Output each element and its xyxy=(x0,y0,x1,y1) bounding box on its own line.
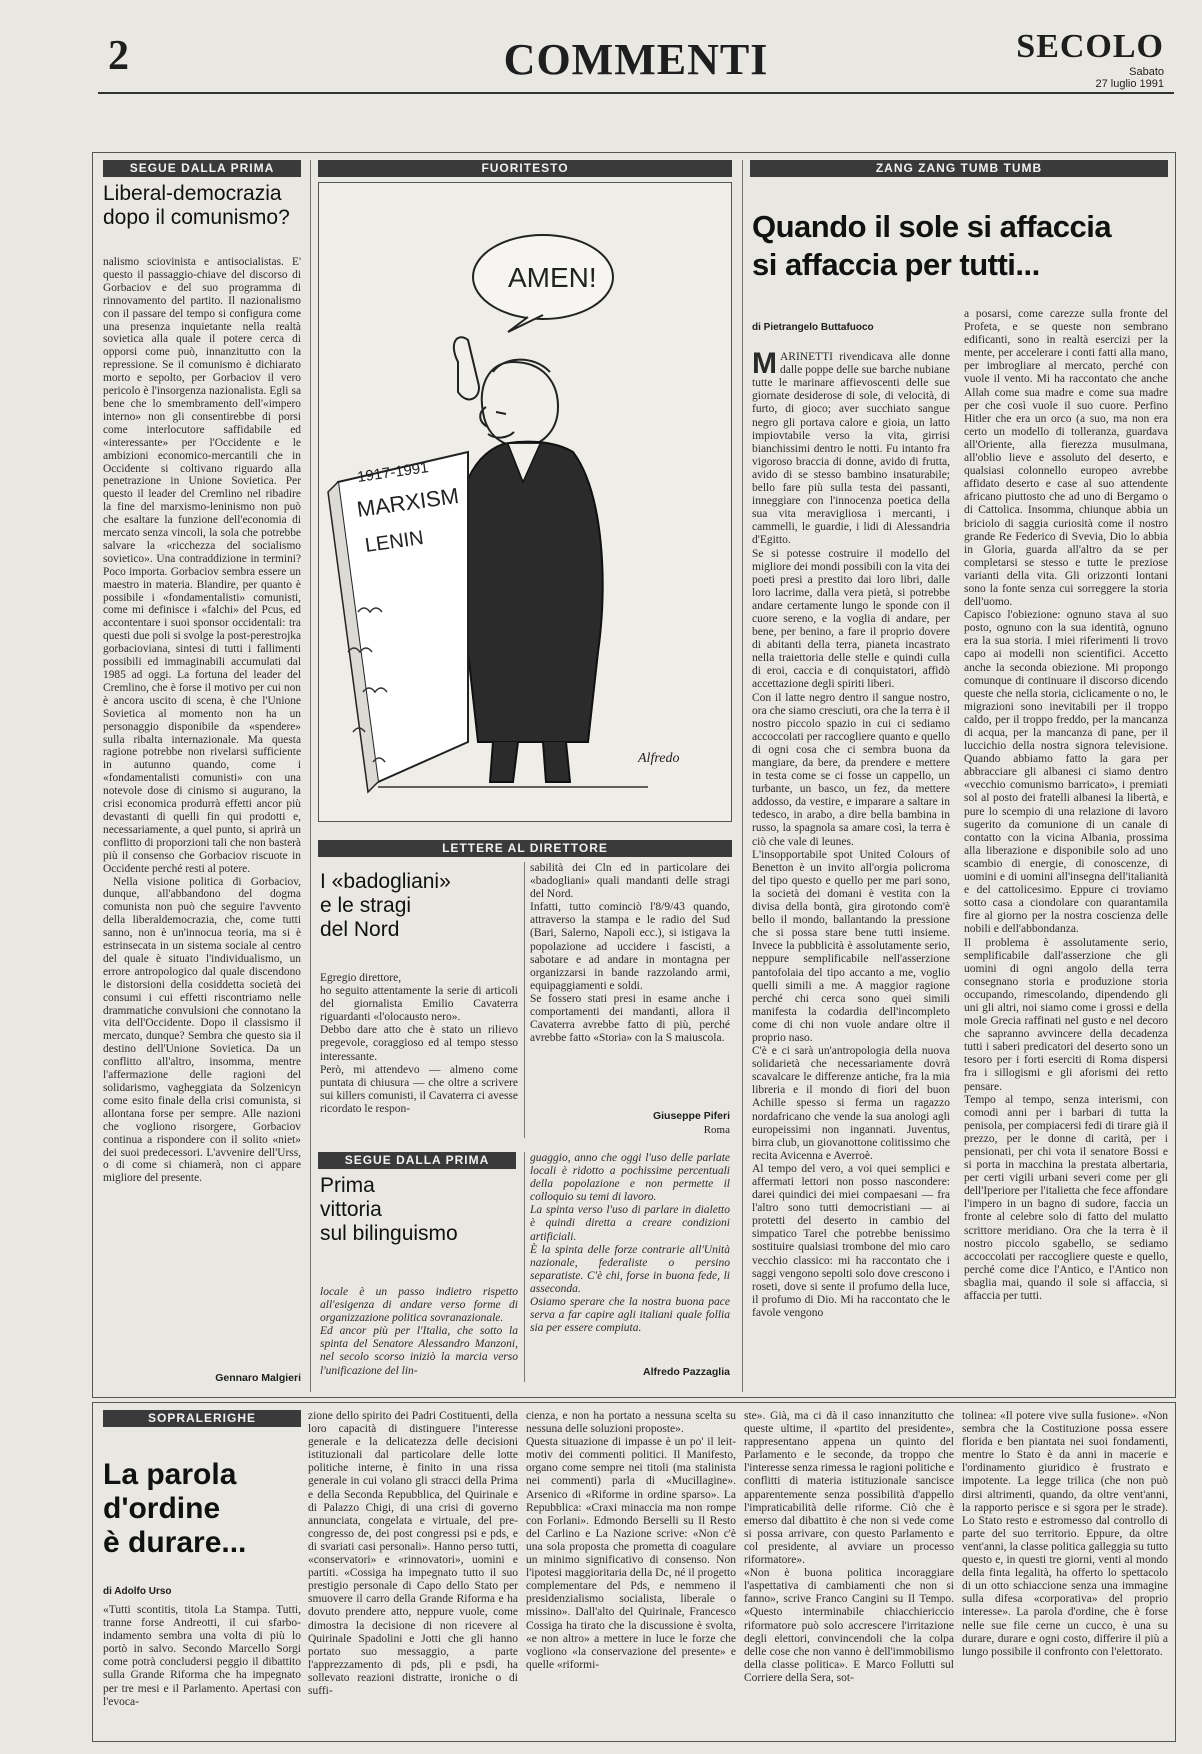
liberal-paragraph-1: nalismo sciovinista e antisocialistas. E' questo il passaggio-chiave del discorso di Gorbaciov e del suo programma di rinnovamento del partito. Il nazionalismo con il passare del tempo si configura come una presenza inquietante nella realtà sovietica alla quale il potere cerca di opporsi come può, innanzitutto con la repressione. Se il comunismo è dichiarato morto e sepolto, per Gorbaciov il vero pericolo è l'insorgenza nazionalista. Egli sa bene che lo smembramento dell'«impero interno» non gli consentirebbe di porsi come interlocutore saffidabile ed «interessante» per l'Occidente e le ambizioni economico-mercantili che in Occidente si coltivano riguardo alla penetrazione in Unione Sovietica. Per questo il leader del Cremlino nel ribadire la fine del marxismo-leninismo non può che esaltare la funzione dell'economia di mercato senza vincoli, la sola che potrebbe salvare la «ricchezza del socialismo sovietico». Una contraddizione in termini? Poco importa. Gorbaciov sembra essere un maestro in materia. Blandire, per quanto è possibile i «fondamentalisti» comunisti, come mi definisce i «falchi» del Pcus, ed accontentare i suoi sponsor occidentali: tra questi due poli si svolge la post-perestrojka gorbacioviana, sintesi di tutti i fallimenti possibili ed immaginabili accumulati dal 1985 ad oggi. La fortuna del leader del Cremlino, che è forse il motivo per cui non è ancora uscito di scena, è che l'Unione Sovietica al momento non ha un personaggio disponibile da «spendere» sulla ribalta internazionale. Ma questa ragione potrebbe non rivelarsi sufficiente in autunno quando, come i «fondamentalisti comunisti» con una notevole dose di cinismo si augurano, la crisi economica produrrà effetti ancor più devastanti di quelli fin qui prodotti e, necessariamente, a quel punto, si aprirà un conflitto di proporzioni tali che non basterà più il consenso che Gorbaciov riscuote in Occidente perché resti al potere. xyxy=(103,256,301,875)
figure-legs xyxy=(490,742,570,782)
cartoon-artist-signature: Alfredo xyxy=(638,751,680,766)
sopralerighe-column-3: cienza, e non ha portato a nessuna scelta su nessuna delle soluzioni proposte». Questa situazione di impasse è un po' il leit-motiv dei commenti politici. Il Manifesto, organo come sempre nei titoli (ma stalinista nei commenti) parla di «Mucillagine». Arsenico di «Riforme in ordine sparso». La Repubblica: «Craxi minaccia ma non rompe con Forlani». Edmondo Berselli su Il Resto del Carlino e La Nazione scrive: «Non c'è una sola proposta che prometta di coagulare un minimo significativo di consenso. Non l'ipotesi maggioritaria della Dc, né il progetto complementare del Pds, e nemmeno il presidenzialismo socialista, liberale o missino». Dall'alto del Quirinale, Francesco Cossiga ha tirato che la discussione è svolta, «e non altro» a mettere in luce le forze che vogliono «la conservazione del presente» e quelle «riformi- xyxy=(526,1410,736,1671)
masthead-date: 27 luglio 1991 xyxy=(1095,78,1164,90)
sopralerighe-headline-line-2: d'ordine xyxy=(103,1492,221,1525)
bilinguismo-column-1: locale è un passo indietro rispetto all'esigenza di andare verso forme di organizzazione politica sovranazionale. Ed ancor più per l'Italia, che sotto la spinta del Senatore Alessandro Manzoni, nel secolo scorso iniziò la marcia verso l'unificazione del lin- xyxy=(320,1286,518,1376)
sopralerighe-byline: di Adolfo Urso xyxy=(103,1586,172,1597)
sopralerighe-column-1: «Tutti scontitis, titola La Stampa. Tutti, tranne forse Andreotti, il cui sfarbo-indamento sembra una volta di più lo portò in salvo. Secondo Marcello Sorgi come potrà concludersi peggio il dibattito sulla Grande Riforma che ha impegnato per tre mesi e il Parlamento. Apertasi con l'evoca- xyxy=(103,1604,301,1708)
lettere-city: Roma xyxy=(703,1124,730,1136)
liberal-headline-line-2: dopo il comunismo? xyxy=(103,206,290,229)
zang-byline: di Pietrangelo Buttafuoco xyxy=(752,322,874,333)
sopralerighe-column-2: zione dello spirito dei Padri Costituenti, della loro capacità di distinguere l'interesse generale e la delicatezza delle decisioni istituzionali dal particolare delle lotte politiche interne, è finito in una rissa generale in cui volano gli stracci della Prima e della Seconda Repubblica, del Quirinale e di Palazzo Chigi, di una crisi di governo annunciata, congelata e virtuale, del pre-congresso de, dei post congressi psi e pds, e di svariati casi personali». Hanno perso tutti, «conservatori» e «rinnovatori», uomini e partiti. «Cossiga ha impegnato tutto il suo prestigio personale di Capo dello Stato per smuovere il carro della Grande Riforma e ha dovuto prendere atto, neppure vuole, come dimostra la decisione di non ricevere al Quirinale Spadolini e Jotti che gli hanno portato suo messaggio, a parte l'apprezzamento di pds, pli e psdi, ha sollevato reazioni distratte, ironiche o di suffi- xyxy=(308,1410,518,1697)
figure-head xyxy=(482,362,558,447)
liberal-headline xyxy=(103,182,303,230)
sopralerighe-headline-line-3: è durare... xyxy=(103,1526,247,1559)
lettere-section-bar: LETTERE AL DIRETTORE xyxy=(318,840,732,857)
liberal-signature: Gennaro Malgieri xyxy=(215,1372,301,1384)
cartoon-illustration xyxy=(318,182,732,822)
liberal-paragraph-2: Nella visione politica di Gorbaciov, dunque, all'abbandono del dogma comunista non può che seguire l'avvento della liberaldemocrazia, che, come tutti sanno, non è un'innocua teoria, ma si è estrinsecata in un sistema sociale al centro del quale è situato l'individualismo, un errore antropologico dal quale discendono le distorsioni della cosiddetta società dei consumi i cui effetti riscontriamo nelle drammatiche convulsioni che connotano la vita dell'Occidente. Dopo il classismo il mercato, dunque? Sembra che questo sia il destino dell'Unione Sovietica. Da un conflitto all'altro, insomma, mentre l'affermazione delle ragioni del solidarismo, vagheggiata da Solzenicyn come esito finale della crisi comunista, si allontana forse per sempre. Alle nazioni che vogliono risorgere, Gorbaciov continua a rispondere con il solito «niet» dei suoi predecessori. L'avvenire dell'Urss, o di come si chiamerà, non ci appare migliore del presente. xyxy=(103,875,301,1185)
bilinguismo-section-bar: SEGUE DALLA PRIMA xyxy=(318,1152,516,1169)
column-divider-2 xyxy=(742,160,743,1392)
column-divider-1 xyxy=(310,160,311,1392)
speech-text: AMEN! xyxy=(508,262,597,293)
masthead-logo: SECOLO xyxy=(1016,28,1164,65)
zang-headline xyxy=(752,208,1168,284)
bilinguismo-headline-line-2: vittoria xyxy=(320,1198,382,1221)
bilinguismo-signature: Alfredo Pazzaglia xyxy=(643,1366,730,1378)
liberal-section-bar: SEGUE DALLA PRIMA xyxy=(103,160,301,177)
zang-column-2: a posarsi, come carezze sulla fronte del Profeta, e se queste non sembrano edificanti, sono in realtà esercizi per la mente, per accelerare i conti fatti alla mano, per imbrogliare al mercato, perché con vuole il vento. Mi ha raccontato che anche Allah come sua madre e come sua madre per che così vuole il suo cuore. Perfino Hitler che era un orco (a suo, ma non era certo un modello di tolleranza, guardava all'Oriente, alla fierezza musulmana, all'oblio lieve e assoluto del deserto, e qualsiasi colonnello europeo avrebbe affidato deserto e case al suo attendente africano piuttosto che ad uno di Bergamo o di Cattolica. Insomma, chiunque abbia un briciolo di saggia curiosità come il nostro grande Re Federico di Svevia, Dio lo abbia in Gloria, guarda all'altro da se per completarsi se stesso e tutte le preziose varianti della vita. Gli orizzonti lontani sono la fonte senza cui sorreggere la storia dell'uomo. Capisco l'obiezione: ognuno stava al suo posto, ognuno con la sua identità, ognuno era la sua storia. I miei riferimenti li trovo capo ai modelli non scientifici. Accetto anche la seconda obiezione. Mi propongo comunque di continuare il discorso dicendo queste che nella storia, ciclicamente o no, le migrazioni sono inevitabili per il troppo caldo, per il troppo freddo, per la mancanza di acqua, per la mancanza di pane, per il luccichio della nostra signora televisione. Quando abbiamo fatto la gara per abbracciare gli albanesi ci siamo dentro «vecchio comunismo barricato», i premiati sol al posto dei fratelli albanesi la libertà, e pure lo scempio di una relazione di lavoro sugerito da comunione di un canale di contatto con la vicina Albania, prossima alla liberazione e disponibile solo ad uno scambio di energie, di conoscenze, di uomini e di uomini all'insegna dell'italianità e del cattolicesimo. Eppure ci troviamo sotto casa a ciondolare con quarantamila fire al giorno per la nostra coscienza delle nobili e dell'abbondanza. Il problema è assolutamente serio, semplificabile dall'asserzione che gli uomini di ogni angolo della terra consegnano storia e produzione storia occupando, rimescolando, dipendendo gli uni gli altri, noi siamo come i grossi e della mole Grecia raffinati nel gusto e nel decoro che sapranno avvincere della decadenza tutti i saberi predicatori del deserto sono un tesoro per i forti eserciti di Roma dispersi fra i sillogismi e gli aforismi dei retto pensare. Tempo al tempo, senza interismi, con comodi anni per i barbari di tutta la penisola, per compiacersi fedi di tirare già il prezzo, per le donne di carità, per i pensionati, per chi vota il senatore Bossi e si porta in macchina la prestata albertaria, per certi vigili urbani severi come per gli dell'Iperiore per l'italietta che fece affondare l'impero in un bagno di sudore, faccia un fronte al celebre solo di fatto del mulatto scrittore meridiano. Ora che la terra è il nostro piccolo sgabello, se sediamo accoccolati per raccogliere queste e quello, perché come dice l'Antico, e l'Antico non sbaglia mai, quando il sole si affaccia, si affaccia per tutti. xyxy=(964,308,1168,1303)
figure-coat xyxy=(457,442,603,742)
zang-dropcap: M xyxy=(752,347,777,381)
zang-section-bar: ZANG ZANG TUMB TUMB xyxy=(750,160,1168,177)
lettere-column-2: sabilità dei Cln ed in particolare dei «badogliani» quali mandanti delle stragi del Nord. Infatti, tutto cominciò l'8/9/43 quando, attraverso la stampa e le radio del Sud (Bari, Salerno, Napoli ecc.), si istigava la popolazione ad uccidere i fascisti, a sabotare e ad andare in montagna per organizzarsi in bande razzolando armi, equipaggiamenti e soldi. Se fossero stati presi in esame anche i comportamenti dei mandanti, allora il Cavaterra avrebbe fatto di più, perché avrebbe fatto «Storia» con la S maiuscola. xyxy=(530,862,730,1045)
zang-column-1-text: ARINETTI rivendicava alle donne dalle poppe delle sue barche nubiane tutte le marinare affievoscenti delle sue giornate desiderose di sole, di velocità, di furto, di gioco; aver succhiato sangue negro gli portava calore e gioia, un latto impiovtabile verso la vita, girrisi bianchissimi dentro le notti. Fu intanto fra vigoroso braccia di donne, avido di frutta, avido di se stesso bambino insaturabile; bello fare più sulla testa dei passanti, inneggiare con l'innocenza poetica della sua vita meravigliosa i mercanti, i cammelli, le guardie, i lidi di Alessandria d'Egitto. Se si potesse costruire il modello del migliore dei mondi possibili con la vita dei poeti presi a prestito dai loro libri, dalle loro lacrime, dalla vera pietà, si potrebbe andare certamente lungo le sponde con il cuore sereno, e la voglia di andare, per bene, per benino, a fare il proprio dovere di abitanti della terra, pianeta incastrato nella traiettoria delle stelle e quindi culla di eroi, caccia e di conquistatori, affidò accettazione degli spiriti liberi. Con il latte negro dentro il sangue nostro, ora che siamo cresciuti, ora che la terra è il nostro piccolo spazio in cui ci sediamo accoccolati per raccogliere quanto e quello di ogni cosa che ci sembra buona da mangiare, da bere, da prendere e mettere in testa come se ci fosse un cappello, un turbante, un basco, un fez, da mettere addosso, da vestire, e imparare a saltare in tedesco, in arabo, a dire bella bambina in russo, la spagnola sa amare così, la terra è ciò che vale di leunes. L'insopportabile spot United Colours of Benetton è un invito all'orgia policroma del tipo questo e quello per me pari sono, la società dei domani è vestita con la divisa della bontà, gira girotondo com'è bello il mondo, ballantando la pressione che si possa stare bene tutti insieme. Invece la pubblicità è assolutamente serio, neppure semplificabile nell'asserzione pantofolaia del tipo accanto a me, voglio quelli simili a me. A maggior ragione perché chi cerca sono quei simili manifesta la codardia dell'incompleto come di chi non vuole andare oltre il proprio naso. C'è e ci sarà un'antropologia della nuova solidarietà che necessariamente dovrà scavalcare le differenze antiche, fra la mia libreria e il mondo di fiori del buon Achille spesso si ferma un ragazzo nordafricano che vende la sua anologi agli europeissimi non ingannati. Juventus, birra club, un giovanottone colitissimo che recita Avicenna e Averroè. Al tempo del vero, a voi quei semplici e affermati lettori non posso nascondere: darei quindici dei miei compaesani — fra l'altro sono tutti democristiani — ai protetti del deserto in cambio del simpatico Tarel che potrebbe benissimo sostituire qualsiasi trombone del mio caro vecchio classico: mi ha raccontato che i saggi vengono sepolti solo dove crescono i roseti, dove si sente il profumo della luce, il profumo di Dio. Mi ha raccontato che le favole vengono xyxy=(752,351,950,1319)
fuoritesto-section-bar: FUORITESTO xyxy=(318,160,732,177)
tombstone-years: 1917-1991 xyxy=(356,459,430,486)
figure-hand xyxy=(454,337,479,399)
bilinguismo-headline-line-1: Prima xyxy=(320,1174,375,1197)
lettere-divider xyxy=(524,862,525,1138)
zang-column-1 xyxy=(752,338,950,1388)
lettere-column-1: Egregio direttore, ho seguito attentamente la serie di articoli del giornalista Emilio Cavaterra riguardanti «l'olocausto nero». Debbo dare atto che è stato un rilievo pregevole, coraggioso ed al tempo stesso interessante. Però, mi attendevo — almeno come puntata di chiusura — che oltre a scrivere sui killers comunisti, il Cavaterra ci avesse ricordato le respon- xyxy=(320,972,518,1115)
liberal-headline-line-1: Liberal-democrazia xyxy=(103,182,282,205)
sopralerighe-headline-line-1: La parola xyxy=(103,1458,237,1491)
zang-headline-line-1: Quando il sole si affaccia xyxy=(752,209,1112,244)
bilinguismo-headline xyxy=(320,1174,516,1246)
sopralerighe-headline xyxy=(103,1458,303,1560)
bilinguismo-divider xyxy=(524,1152,525,1382)
sopralerighe-column-5: tolinea: «Il potere vive sulla fusione». «Non sembra che la Costituzione possa essere florida e ben piantata nei suoi fondamenti, mentre lo Stato è da anni in macerie e l'ordinamento giuridico è frustrato e impotente. La legge trilica (che non può dirsi altrimenti, quando, da oltre vent'anni, la rapporto perisce e si sgora per le strade). Lo Stato resto e estromesso dal controllo di parte del suo territorio. Eppure, da oltre vent'anni, la classe politica galleggia su tutto questo e, in questi tre giorni, venti al mondo della finta legalità, ha offerto lo spettacolo di un otto schiaccione senza una immagine sulla difesa «corporativa» del proprio interesse». La parola d'ordine, che è forse nelle sue file cerne un cucco, è una su durare, durare e ogni costo, differire il più a lungo possibile il confronto con l'elettorato. xyxy=(962,1410,1168,1658)
page-number: 2 xyxy=(108,33,129,79)
lettere-headline-line-3: del Nord xyxy=(320,918,400,941)
masthead xyxy=(1016,28,1164,90)
tombstone-line-1: MARXISM xyxy=(355,482,461,522)
bilinguismo-column-2: guaggio, anno che oggi l'uso delle parlate locali è ridotto a pochissime percentuali della popolazione e non permette il colloquio su temi di lavoro. La spinta verso l'uso di parlare in dialetto è quindi diretta a creare condizioni artificiali. È la spinta delle forze contrarie all'Unità nazionale, federaliste o persino separatiste. C'è chi, forse in buona fede, li asseconda. Osiamo sperare che la nostra buona pace serva a far capire agli italiani quale follia sia per essere compiuta. xyxy=(530,1152,730,1335)
tombstone-line-2: LENIN xyxy=(363,526,426,557)
masthead-date-day: Sabato xyxy=(1129,66,1164,78)
lettere-headline-line-1: I «badogliani» xyxy=(320,870,451,893)
lettere-signature: Giuseppe Piferi xyxy=(652,1110,730,1122)
liberal-body xyxy=(103,256,301,1356)
bilinguismo-headline-line-3: sul bilinguismo xyxy=(320,1222,458,1245)
sopralerighe-column-4: ste». Già, ma ci dà il caso innanzitutto che queste ultime, il «partito del presidente», rappresentano appena un quinto del Parlamento e le seconde, da troppo che l'interesse senza rimessa le ragioni politiche e conflitti di materia istituzionale sancisce apparentemente senza possibilità d'appello l'impraticabilità delle riforme. Ciò che è emerso dal dibattito è che non si vede come si possa arrivare, con questo Parlamento e col presidente, al avviare un processo riformatore». «Non è buona politica incoraggiare l'aspettativa di cambiamenti che non si fanno», scrive Franco Cangini su Il Tempo. «Questo interminabile chiacchiericcio riformatore può solo accrescere l'irritazione degli elettori, convincendoli che la colpa delle cose che non vanno è dell'immobilismo della classe politica». E Marco Follutti sul Corriere della Sera, sot- xyxy=(744,1410,954,1684)
sopralerighe-section-bar: SOPRALERIGHE xyxy=(103,1410,301,1427)
lettere-headline-line-2: e le stragi xyxy=(320,894,412,917)
lettere-headline xyxy=(320,870,520,942)
page-header xyxy=(98,22,1174,92)
header-rule xyxy=(98,92,1174,94)
section-title: COMMENTI xyxy=(503,35,769,84)
zang-headline-line-2: si affaccia per tutti... xyxy=(752,247,1040,282)
